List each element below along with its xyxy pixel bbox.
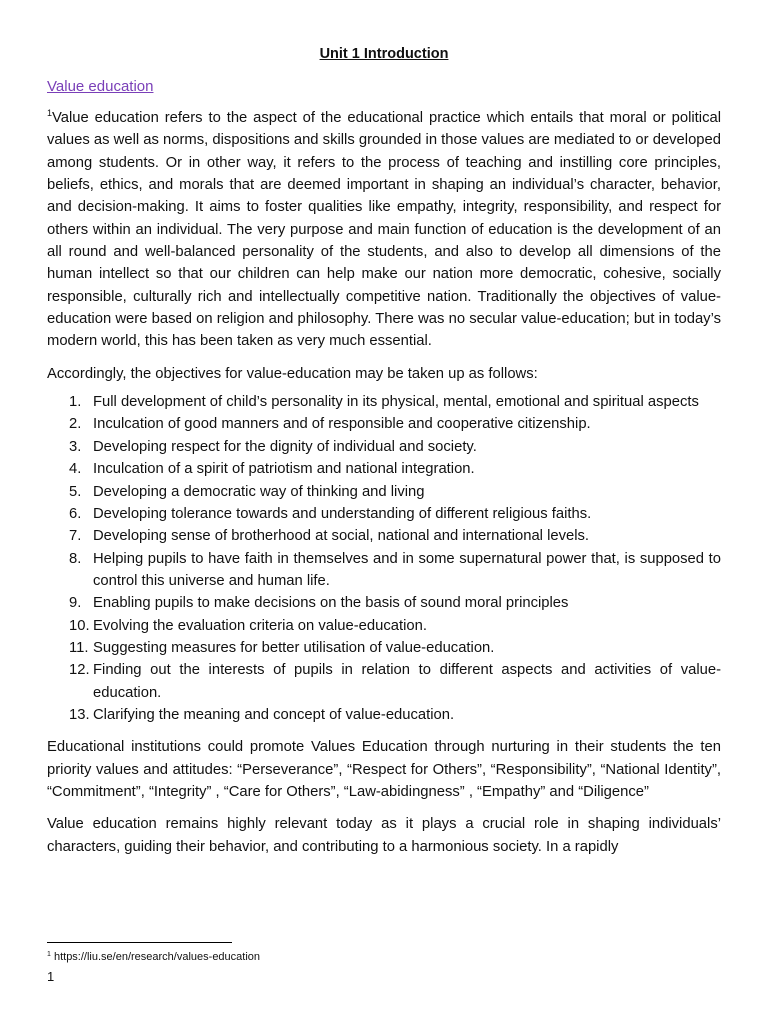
list-item-number: 12.	[69, 662, 90, 679]
list-item	[47, 481, 721, 503]
intro-paragraph	[47, 107, 721, 353]
list-item-text: Enabling pupils to make decisions on the basis of sound moral principles	[93, 595, 569, 612]
institutions-paragraph: Educational institutions could promote Values Education through nurturing in their students the ten priority values and attitudes: “Perseverance”, “Respect for Others”, “Responsibility”, “National Identity”, “Commitment”, “Integrity” , “Care for Others”, “Law-abidingness” , “Empathy” and “Diligence”	[47, 739, 721, 800]
list-item-text: Evolving the evaluation criteria on value-education.	[93, 617, 427, 634]
list-item	[47, 436, 721, 458]
list-item	[47, 458, 721, 480]
footnote-link[interactable]: https://liu.se/en/research/values-education	[50, 951, 261, 963]
objectives-intro: Accordingly, the objectives for value-education may be taken up as follows:	[47, 365, 538, 382]
list-item	[47, 704, 721, 726]
list-item-number: 4.	[69, 461, 82, 478]
footnote-marker: 1	[47, 951, 51, 958]
footnote-divider	[47, 942, 232, 943]
list-item-text: Developing respect for the dignity of individual and society.	[93, 438, 477, 455]
list-item	[47, 391, 721, 413]
list-item-number: 9.	[69, 595, 82, 612]
list-item-number: 1.	[69, 394, 82, 411]
footnote	[47, 950, 260, 964]
list-item	[47, 525, 721, 547]
list-item-number: 10.	[69, 617, 90, 634]
list-item	[47, 503, 721, 525]
document-page	[47, 44, 721, 858]
list-item-text: Inculcation of good manners and of responsible and cooperative citizenship.	[93, 416, 591, 433]
list-item-number: 7.	[69, 528, 82, 545]
list-item-text: Developing a democratic way of thinking and living	[93, 483, 425, 500]
list-item	[47, 413, 721, 435]
list-item-text: Full development of child’s personality in its physical, mental, emotional and spiritual aspects	[93, 394, 699, 411]
section-heading-link[interactable]: Value education	[47, 78, 154, 95]
list-item-text: Finding out the interests of pupils in relation to different aspects and activities of value-education.	[93, 662, 721, 701]
objectives-list	[47, 391, 721, 726]
page-title: Unit 1 Introduction	[319, 46, 449, 62]
list-item-text: Helping pupils to have faith in themselves and in some supernatural power that, is supposed to control this universe and human life.	[93, 550, 721, 589]
list-item-number: 13.	[69, 706, 90, 723]
intro-paragraph-text: Value education refers to the aspect of the educational practice which entails that moral or political values as well as norms, dispositions and skills grounded in those values are mediated to or developed among students. Or in other way, it refers to the process of teaching and instilling core principles, beliefs, ethics, and morals that are deemed important in shaping an individual’s character, behavior, and decision-making. It aims to foster qualities like empathy, integrity, responsibility, and respect for others within an individual. The very purpose and main function of education is the development of an all round and well-balanced personality of the students, and also to develop all dimensions of the human intellect so that our children can help make our nation more democratic, cohesive, socially responsible, culturally rich and intellectually competitive nation. Traditionally the objectives of value-education were based on religion and philosophy. There was no secular value-education; but in today’s modern world, this has been taken as very much essential.	[47, 110, 721, 350]
list-item-number: 3.	[69, 438, 82, 455]
list-item	[47, 637, 721, 659]
list-item	[47, 659, 721, 704]
list-item	[47, 592, 721, 614]
list-item-number: 2.	[69, 416, 82, 433]
list-item-text: Inculcation of a spirit of patriotism and national integration.	[93, 461, 475, 478]
list-item-text: Developing tolerance towards and understanding of different religious faiths.	[93, 505, 592, 522]
list-item-text: Clarifying the meaning and concept of value-education.	[93, 706, 455, 723]
list-item-number: 8.	[69, 550, 82, 567]
footnote-reference[interactable]: 1	[47, 108, 53, 118]
list-item-number: 11.	[69, 639, 89, 656]
list-item	[47, 615, 721, 637]
list-item-number: 5.	[69, 483, 82, 500]
list-item-number: 6.	[69, 505, 82, 522]
page-number: 1	[47, 969, 55, 984]
list-item-text: Developing sense of brotherhood at social, national and international levels.	[93, 528, 590, 545]
relevance-paragraph: Value education remains highly relevant today as it plays a crucial role in shaping individuals’ characters, guiding their behavior, and contributing to a harmonious society. In a rapidly	[47, 816, 721, 855]
list-item-text: Suggesting measures for better utilisation of value-education.	[93, 639, 495, 656]
list-item	[47, 548, 721, 593]
